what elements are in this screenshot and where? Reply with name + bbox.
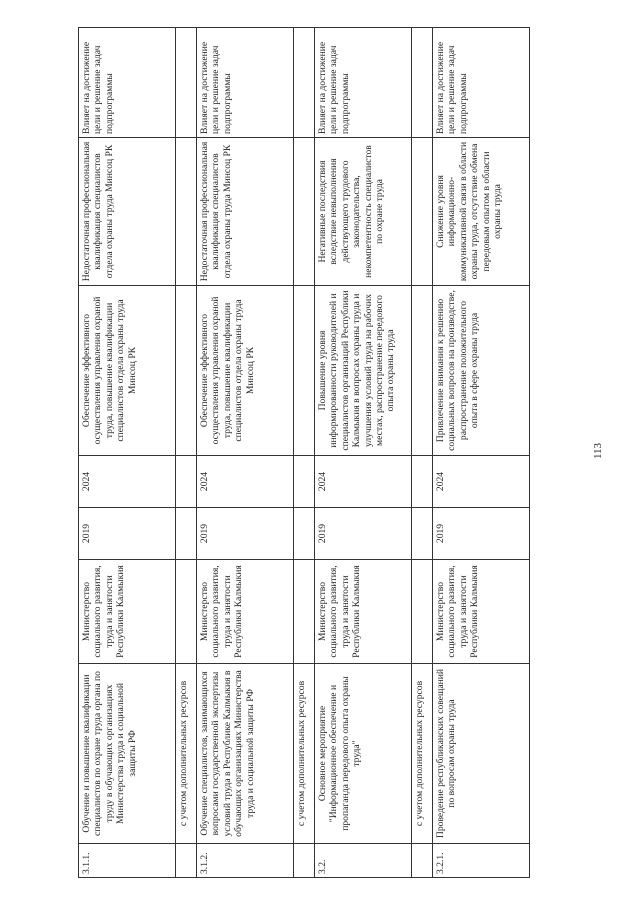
table-row	[433, 28, 530, 878]
activity-number: 3.1.2.	[197, 844, 294, 878]
expected-result: Повышение уровня информированности руководителей и специалистов организаций Республики Калмыкия в вопросах охраны труда и улучшения условий труда на рабочих местах, распространение передового опыта охраны труда	[315, 286, 412, 456]
link-to-indicators: Влияет на достижение цели и решение задач подпрограммы	[79, 28, 176, 138]
activity-name: Обучение специалистов, занимающихся вопросами государственной экспертизы условий труда в Республике Калмыкия в обучающих организациях Министерства труда и социальной защиты РФ	[197, 664, 294, 844]
table-row	[412, 28, 433, 878]
responsible-executor: Министерство социального развития, труда и занятости Республики Калмыкия	[79, 560, 176, 664]
table-row	[176, 28, 197, 878]
end-year: 2024	[433, 456, 530, 508]
link-to-indicators: Влияет на достижение цели и решение задач подпрограммы	[315, 28, 412, 138]
responsible-executor: Министерство социального развития, труда и занятости Республики Калмыкия	[315, 560, 412, 664]
activity-name: Основное мероприятие "Информационное обеспечение и пропаганда передового опыта охраны труда"	[315, 664, 412, 844]
link-to-indicators: Влияет на достижение цели и решение задач подпрограммы	[433, 28, 530, 138]
table-row	[197, 28, 294, 878]
additional-resources-label: с учетом дополнительных ресурсов	[294, 664, 315, 844]
table-row	[294, 28, 315, 878]
responsible-executor: Министерство социального развития, труда и занятости Республики Калмыкия	[433, 560, 530, 664]
non-implementation-consequences: Снижение уровня информационно-коммуникативной связи в области охраны труда, отсутствие обмена передовым опытом в области охраны труда	[433, 138, 530, 286]
expected-result: Обеспечение эффективного осуществления управления охраной труда, повышение квалификации специалистов отдела охраны труда Минсоц РК	[197, 286, 294, 456]
expected-result: Обеспечение эффективного осуществления управления охраной труда, повышение квалификации специалистов отдела охраны труда Минсоц РК	[79, 286, 176, 456]
link-to-indicators: Влияет на достижение цели и решение задач подпрограммы	[197, 28, 294, 138]
start-year: 2019	[315, 508, 412, 560]
activity-name: Проведение республиканских совещаний по вопросам охраны труда	[433, 664, 530, 844]
responsible-executor: Министерство социального развития, труда и занятости Республики Калмыкия	[197, 560, 294, 664]
end-year: 2024	[315, 456, 412, 508]
end-year: 2024	[197, 456, 294, 508]
start-year: 2019	[197, 508, 294, 560]
additional-resources-label: с учетом дополнительных ресурсов	[412, 664, 433, 844]
table-row	[315, 28, 412, 878]
non-implementation-consequences: Негативные последствия вследствие невыполнения действующего трудового законодательства, некомпетентность специалистов по охране труда	[315, 138, 412, 286]
activity-number: 3.2.1.	[433, 844, 530, 878]
rotated-document-page	[78, 28, 578, 878]
table-row	[79, 28, 176, 878]
activity-number: 3.1.1.	[79, 844, 176, 878]
activity-name: Обучение и повышение квалификации специалистов по охране труда органа по труду в обучающих организациях Министерства труда и социальной защиты РФ	[79, 664, 176, 844]
end-year: 2024	[79, 456, 176, 508]
page-number: 113	[592, 442, 605, 460]
additional-resources-label: с учетом дополнительных ресурсов	[176, 664, 197, 844]
activity-number: 3.2.	[315, 844, 412, 878]
non-implementation-consequences: Недостаточная профессиональная квалификация специалистов отдела охраны труда Минсоц РК	[197, 138, 294, 286]
start-year: 2019	[433, 508, 530, 560]
start-year: 2019	[79, 508, 176, 560]
expected-result: Привлечение внимания к решению социальных вопросов на производстве, распространение положительного опыта в сфере охраны труда	[433, 286, 530, 456]
program-activities-table	[78, 27, 530, 878]
non-implementation-consequences: Недостаточная профессиональная квалификация специалистов отдела охраны труда Минсоц РК	[79, 138, 176, 286]
